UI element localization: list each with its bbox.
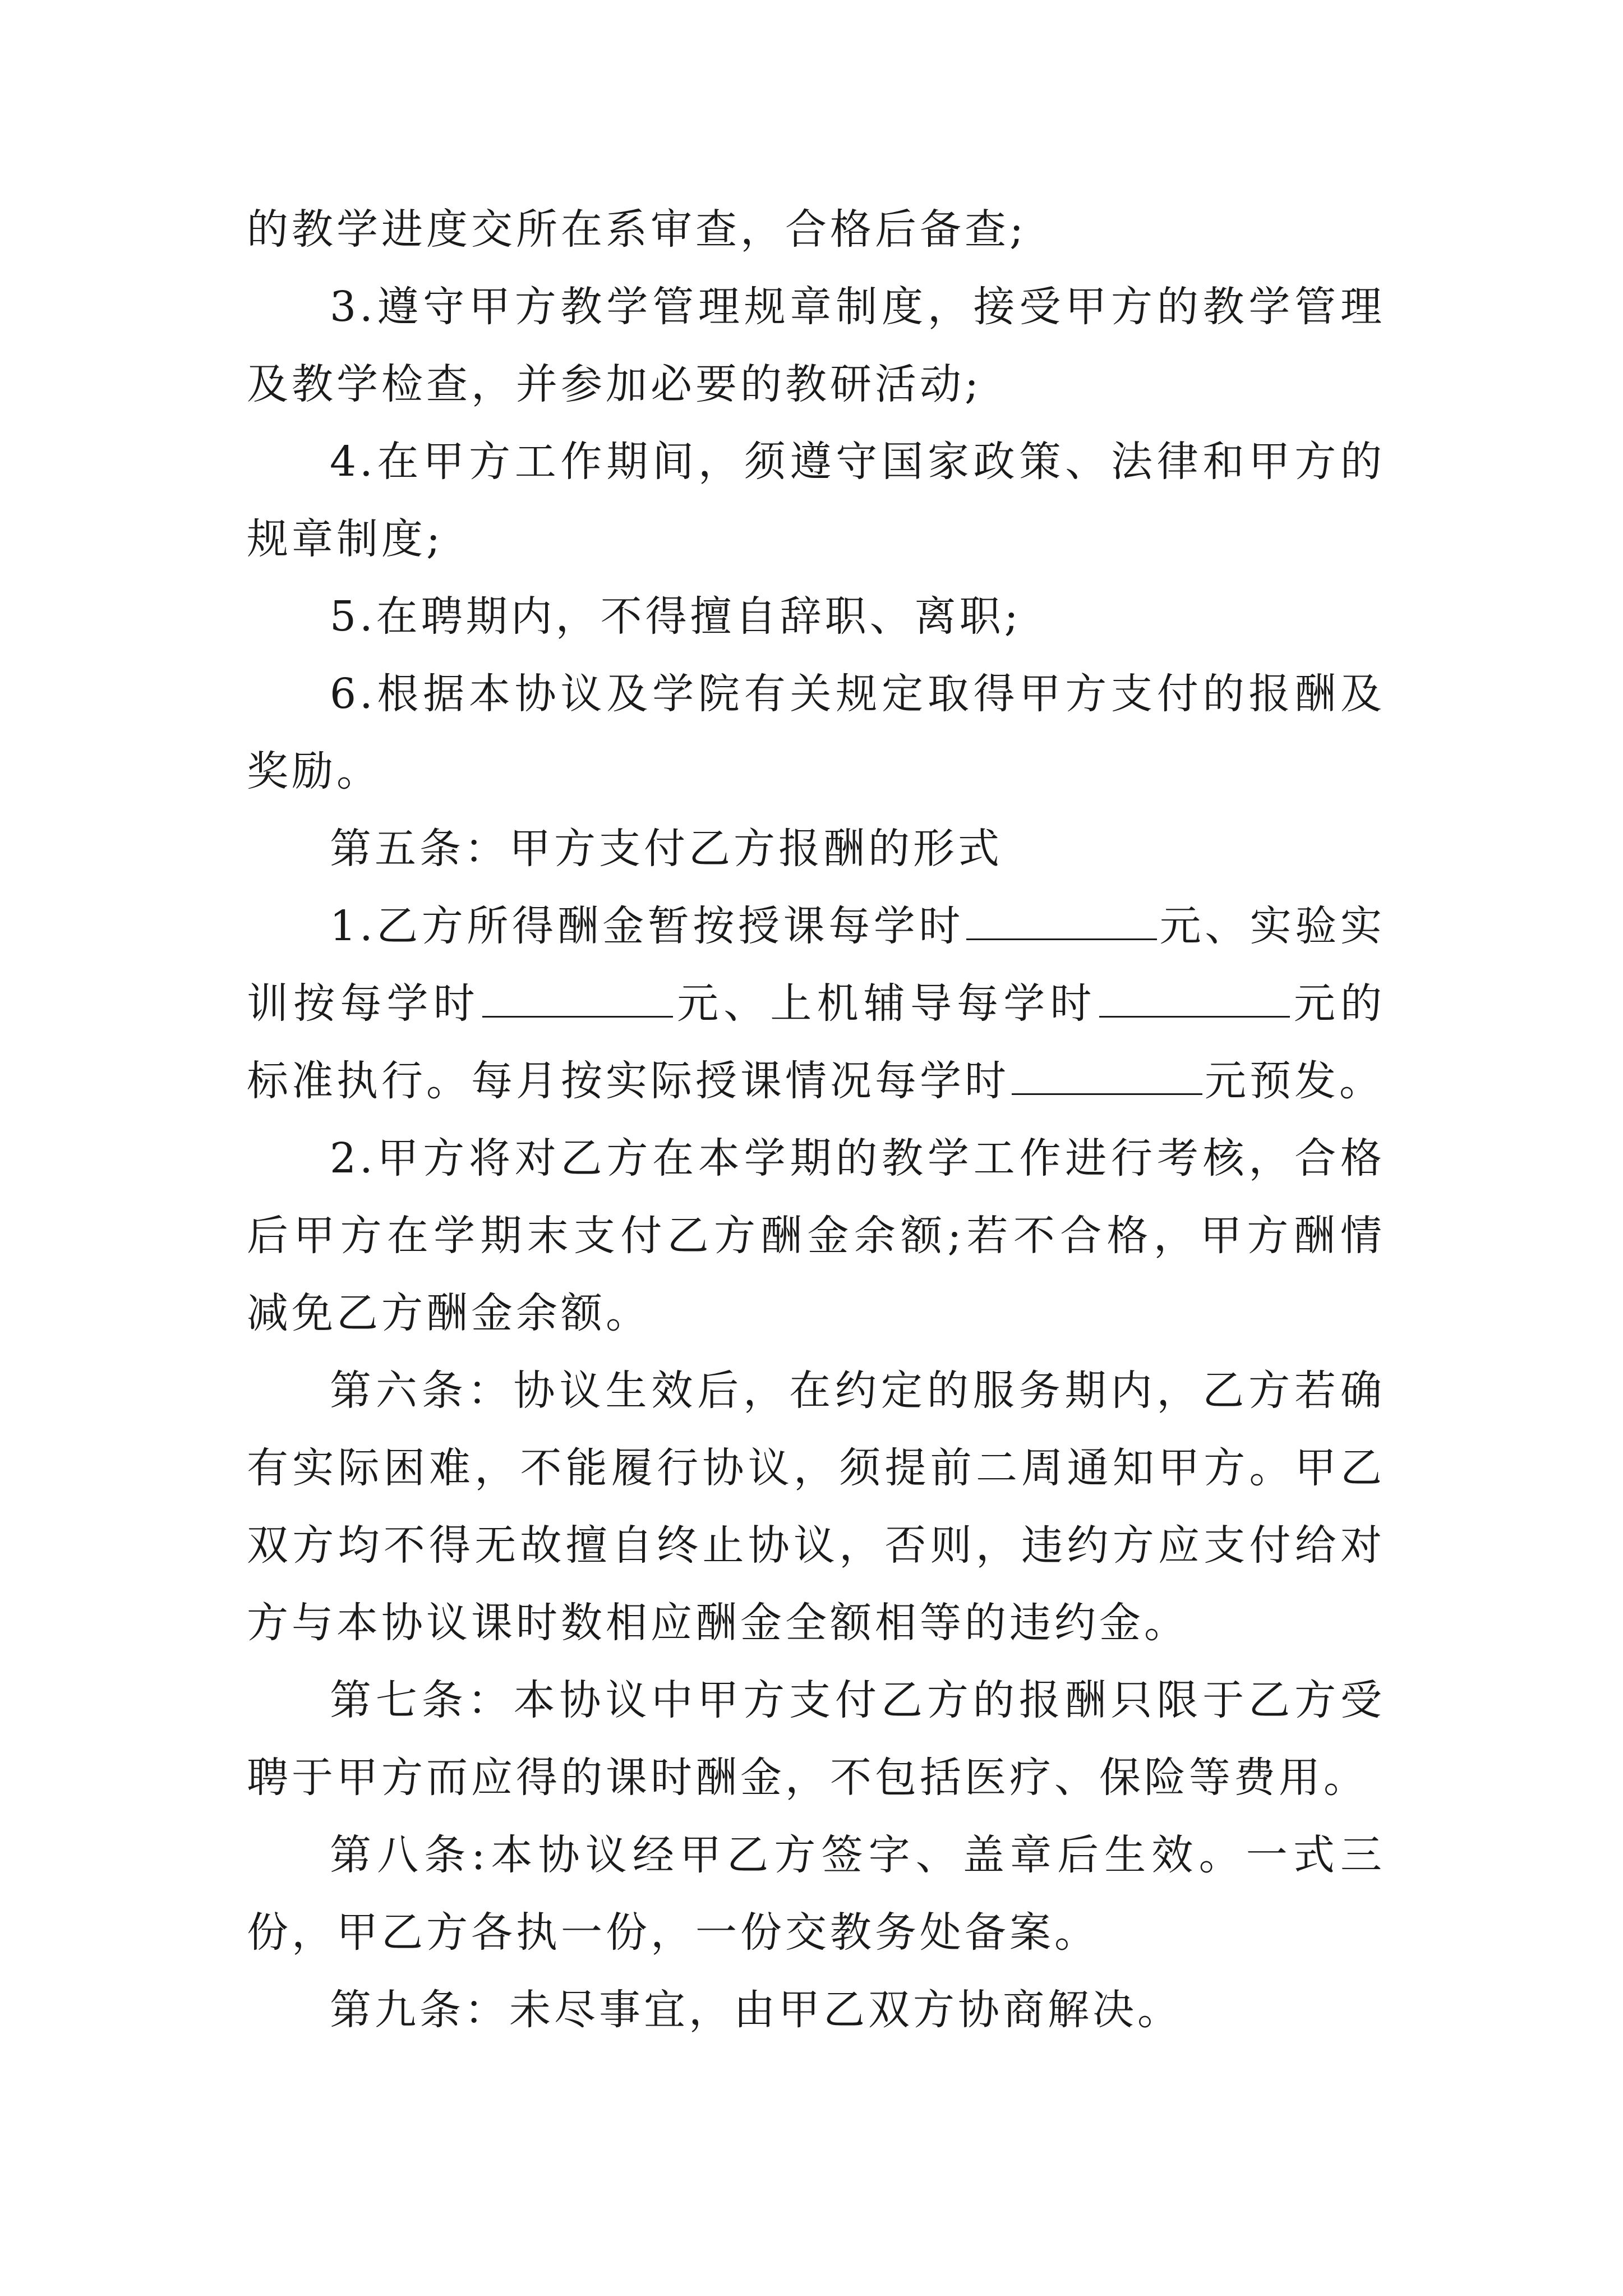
fill-blank-lecture-rate <box>966 899 1157 940</box>
fill-blank-lab-rate <box>482 977 673 1018</box>
pay-text-segment: 元、上机辅导每学时 <box>675 979 1097 1028</box>
document-body <box>247 191 1385 2049</box>
fill-blank-computer-rate <box>1099 977 1290 1018</box>
article-8: 第八条:本协议经甲乙方签字、盖章后生效。一式三份，甲乙方各执一份，一份交教务处备案。 <box>247 1831 1385 1957</box>
article-5-heading: 第五条：甲方支付乙方报酬的形式 <box>330 825 1003 873</box>
pay-text-segment: 元的标准执行。每月按实际授课情况每学时 <box>247 979 1386 1105</box>
article-6: 第六条：协议生效后，在约定的服务期内，乙方若确有实际困难，不能履行协议，须提前二周通知甲方。甲乙双方均不得无故擅自终止协议，否则，违约方应支付给对方与本协议课时数相应酬金全额相等的违约金。 <box>247 1366 1385 1647</box>
clause-item-6: 6.根据本协议及学院有关规定取得甲方支付的报酬及奖励。 <box>247 670 1385 795</box>
clause-item-5: 5.在聘期内，不得擅自辞职、离职; <box>330 592 1022 641</box>
pay-text-segment: 元预发。 <box>1205 1057 1384 1105</box>
paragraph-continuation: 的教学进度交所在系审查，合格后备查; <box>247 205 1027 254</box>
article-5-item-1 <box>247 887 1385 1120</box>
clause-item-3: 3.遵守甲方教学管理规章制度，接受甲方的教学管理及教学检查，并参加必要的教研活动; <box>247 283 1385 408</box>
article-9: 第九条：未尽事宜，由甲乙双方协商解决。 <box>330 1986 1182 2034</box>
fill-blank-advance-rate <box>1012 1054 1202 1095</box>
article-7: 第七条：本协议中甲方支付乙方的报酬只限于乙方受聘于甲方而应得的课时酬金，不包括医疗、保险等费用。 <box>247 1676 1385 1802</box>
clause-item-4: 4.在甲方工作期间，须遵守国家政策、法律和甲方的规章制度; <box>247 438 1385 563</box>
article-5-item-2: 2.甲方将对乙方在本学期的教学工作进行考核，合格后甲方在学期末支付乙方酬金余额;若不合格，甲方酬情减免乙方酬金余额。 <box>247 1134 1385 1337</box>
pay-text-segment: 1.乙方所得酬金暂按授课每学时 <box>330 902 964 950</box>
pay-text-segment: 元、实验实训按每学时 <box>247 902 1385 1028</box>
